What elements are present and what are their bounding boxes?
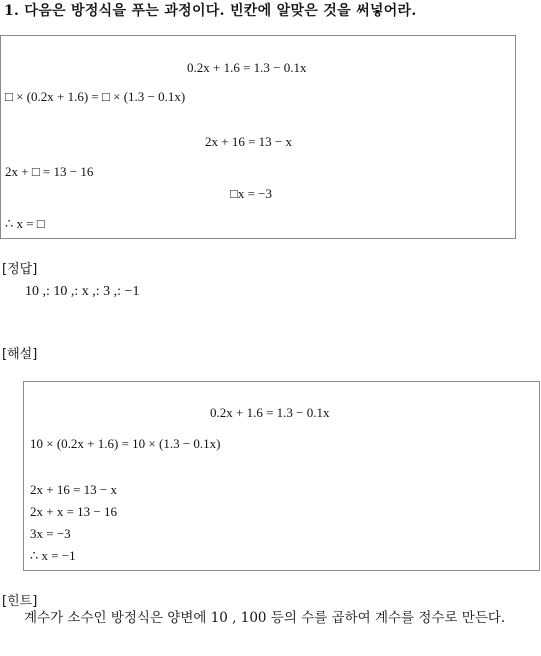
explanation-line-6: ∴ x = −1 xyxy=(30,548,76,563)
explanation-line-1: 0.2x + 1.6 = 1.3 − 0.1x xyxy=(210,405,330,420)
hint-text: 계수가 소수인 방정식은 양변에 10 , 100 등의 수를 곱하여 계수를 정수로 만든다. xyxy=(24,610,506,626)
explanation-label: [해설] xyxy=(2,347,38,362)
question-text: 1. 다음은 방정식을 푸는 과정이다. 빈칸에 알맞은 것을 써넣어라. xyxy=(4,3,417,19)
explanation-line-5: 3x = −3 xyxy=(30,526,71,541)
problem-line-4: 2x + □ = 13 − 16 xyxy=(5,164,94,179)
problem-line-1: 0.2x + 1.6 = 1.3 − 0.1x xyxy=(187,60,307,75)
answer-text: 10 ,: 10 ,: x ,: 3 ,: −1 xyxy=(25,284,140,299)
problem-line-3: 2x + 16 = 13 − x xyxy=(205,134,292,149)
problem-line-2: □ × (0.2x + 1.6) = □ × (1.3 − 0.1x) xyxy=(5,89,186,104)
problem-line-5: □x = −3 xyxy=(230,186,273,201)
answer-label: [정답] xyxy=(2,262,38,277)
explanation-line-2: 10 × (0.2x + 1.6) = 10 × (1.3 − 0.1x) xyxy=(30,436,221,451)
hint-label: [힌트] xyxy=(2,594,38,609)
problem-line-6: ∴ x = □ xyxy=(5,216,45,231)
explanation-line-4: 2x + x = 13 − 16 xyxy=(30,504,117,519)
explanation-line-3: 2x + 16 = 13 − x xyxy=(30,482,117,497)
